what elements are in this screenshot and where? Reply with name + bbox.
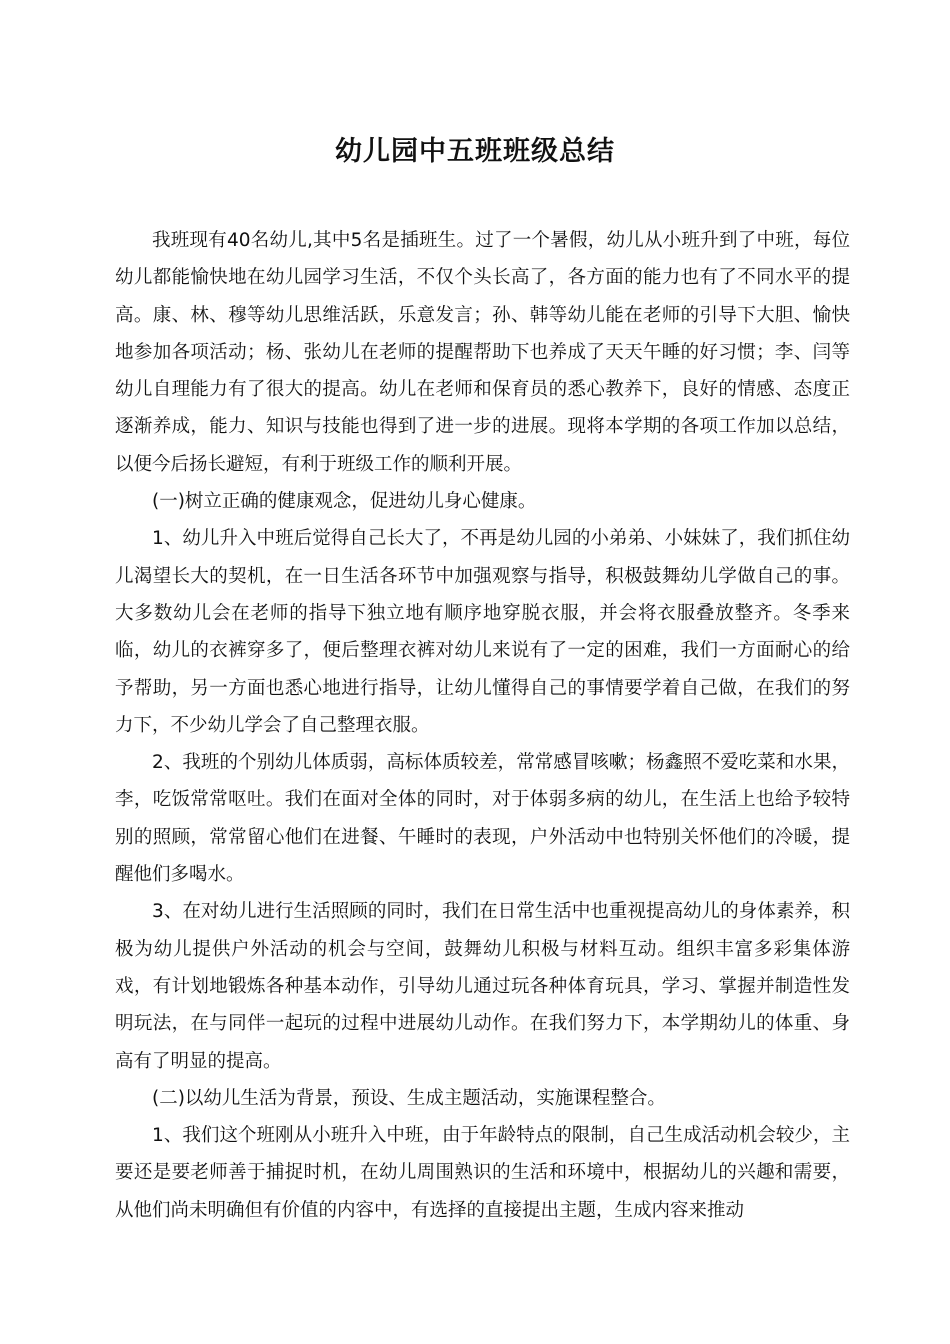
paragraph-curriculum-1: 1、我们这个班刚从小班升入中班，由于年龄特点的限制，自己生成活动机会较少，主要还是要老师善于捕捉时机，在幼儿周围熟识的生活和环境中，根据幼儿的兴趣和需要，从他们尚未明确但有价值的内容中，有选择的直接提出主题，生成内容来推动 — [115, 1125, 850, 1221]
section-heading-curriculum: (二)以幼儿生活为背景，预设、生成主题活动，实施课程整合。 — [152, 1087, 666, 1109]
paragraph-health-2: 2、我班的个别幼儿体质弱，高标体质较差，常常感冒咳嗽；杨鑫照不爱吃菜和水果，李，吃饭常常呕吐。我们在面对全体的同时，对于体弱多病的幼儿，在生活上也给予较特别的照顾，常常留心他们在进餐、午睡时的表现，户外活动中也特别关怀他们的冷暖，提醒他们多喝水。 — [115, 752, 850, 886]
document-body — [115, 222, 850, 1229]
section-heading-health: (一)树立正确的健康观念，促进幼儿身心健康。 — [152, 491, 537, 513]
paragraph-intro: 我班现有40名幼儿,其中5名是插班生。过了一个暑假，幼儿从小班升到了中班，每位幼儿都能愉快地在幼儿园学习生活，不仅个头长高了，各方面的能力也有了不同水平的提高。康、林、穆等幼儿思维活跃，乐意发言；孙、韩等幼儿能在老师的引导下大胆、愉快地参加各项活动；杨、张幼儿在老师的提醒帮助下也养成了天天午睡的好习惯；李、闫等幼儿自理能力有了很大的提高。幼儿在老师和保育员的悉心教养下，良好的情感、态度正逐渐养成，能力、知识与技能也得到了进一步的进展。现将本学期的各项工作加以总结，以便今后扬长避短，有利于班级工作的顺利开展。 — [115, 230, 850, 475]
paragraph-health-3: 3、在对幼儿进行生活照顾的同时，我们在日常生活中也重视提高幼儿的身体素养，积极为幼儿提供户外活动的机会与空间，鼓舞幼儿积极与材料互动。组织丰富多彩集体游戏，有计划地锻炼各种基本动作，引导幼儿通过玩各种体育玩具，学习、掌握并制造性发明玩法，在与同伴一起玩的过程中进展幼儿动作。在我们努力下，本学期幼儿的体重、身高有了明显的提高。 — [115, 901, 850, 1072]
paragraph-health-1: 1、幼儿升入中班后觉得自己长大了，不再是幼儿园的小弟弟、小妹妹了，我们抓住幼儿渴望长大的契机，在一日生活各环节中加强观察与指导，积极鼓舞幼儿学做自己的事。大多数幼儿会在老师的指导下独立地有顺序地穿脱衣服，并会将衣服叠放整齐。冬季来临，幼儿的衣裤穿多了，便后整理衣裤对幼儿来说有了一定的困难，我们一方面耐心的给予帮助，另一方面也悉心地进行指导，让幼儿懂得自己的事情要学着自己做，在我们的努力下，不少幼儿学会了自己整理衣服。 — [115, 528, 850, 736]
document-title: 幼儿园中五班班级总结 — [335, 136, 615, 167]
